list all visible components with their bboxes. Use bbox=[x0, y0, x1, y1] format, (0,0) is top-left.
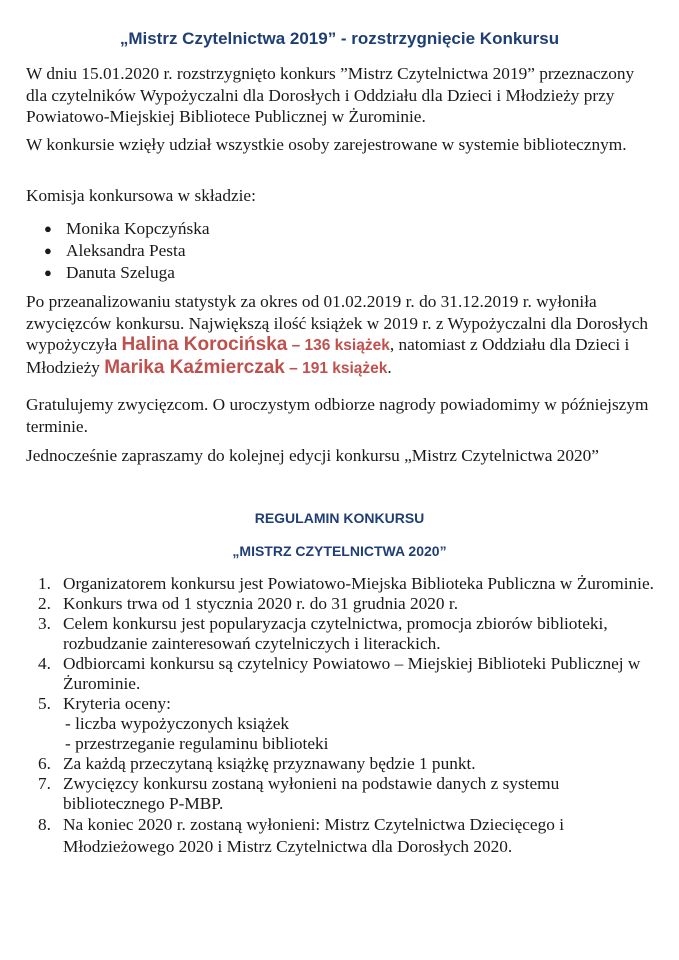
rule-number: 4. bbox=[38, 654, 51, 673]
results-text: Po przeanalizowaniu statystyk za okres od 01.02.2019 r. do 31.12.2019 r. wyłoniła zwycięzców konkursu. Największą ilość książek w 2019 r. z Wypożyczalni dla Dorosłych wypożyczyła bbox=[26, 292, 649, 354]
separator-2: – bbox=[284, 359, 303, 377]
results-text-2: , natomiast z Oddziału dla Dzieci i Młodzieży bbox=[26, 335, 630, 377]
rule-text: Organizatorem konkursu jest Powiatowo-Miejska Biblioteka Publiczna w Żurominie. bbox=[63, 574, 654, 593]
rule-text: Kryteria oceny: bbox=[63, 694, 171, 713]
rules-heading: REGULAMIN KONKURSU bbox=[254, 510, 425, 526]
list-item bbox=[44, 262, 210, 284]
rule-text: Na koniec 2020 r. zostaną wyłonieni: Mistrz Czytelnictwa Dziecięcego i Młodzieżowego 2020 i Mistrz Czytelnictwa dla Dorosłych 2020. bbox=[63, 815, 564, 856]
results-end: . bbox=[387, 357, 392, 377]
rule-number: 6. bbox=[38, 754, 51, 773]
rule-number: 5. bbox=[38, 694, 51, 713]
bullet-icon: ● bbox=[44, 265, 52, 280]
rule-item bbox=[38, 594, 658, 614]
count-children: 191 książek bbox=[302, 359, 388, 377]
rule-number: 3. bbox=[38, 614, 51, 633]
committee-member: Danuta Szeluga bbox=[66, 263, 175, 282]
invitation-paragraph: Jednocześnie zapraszamy do kolejnej edycji konkursu „Mistrz Czytelnictwa 2020” bbox=[26, 446, 599, 465]
rule-text: Celem konkursu jest popularyzacja czytelnictwa, promocja zbiorów biblioteki, rozbudzanie zainteresowań czytelniczych i literackich. bbox=[63, 614, 608, 653]
committee-list bbox=[44, 218, 210, 284]
rule-item bbox=[38, 814, 658, 858]
criterion-1: - liczba wypożyczonych książek bbox=[65, 714, 290, 733]
bullet-icon: ● bbox=[44, 221, 52, 236]
intro-paragraph: W dniu 15.01.2020 r. rozstrzygnięto konkurs ”Mistrz Czytelnictwa 2019” przeznaczony dla czytelników Wypożyczalni dla Dorosłych i Oddziału dla Dzieci i Młodzieży przy Powiatowo-Miejskiej Bibliotece Publicznej w Żurominie. bbox=[26, 64, 635, 126]
page-title: „Mistrz Czytelnictwa 2019” - rozstrzygnięcie Konkursu bbox=[119, 29, 560, 48]
rule-item bbox=[38, 614, 658, 654]
rule-item bbox=[38, 654, 658, 694]
winner-children: Marika Kaźmierczak bbox=[104, 356, 285, 378]
rule-item bbox=[38, 754, 658, 774]
list-item bbox=[44, 240, 210, 262]
list-item bbox=[44, 218, 210, 240]
rule-text: Za każdą przeczytaną książkę przyznawany będzie 1 punkt. bbox=[63, 754, 476, 773]
rule-text: Konkurs trwa od 1 stycznia 2020 r. do 31 grudnia 2020 r. bbox=[63, 594, 459, 613]
rule-text: Zwycięzcy konkursu zostaną wyłonieni na podstawie danych z systemu bibliotecznego P-MBP. bbox=[63, 774, 560, 813]
bullet-icon: ● bbox=[44, 243, 52, 258]
rule-item bbox=[38, 774, 658, 814]
criterion-2: - przestrzeganie regulaminu biblioteki bbox=[65, 734, 329, 753]
rule-text: Odbiorcami konkursu są czytelnicy Powiatowo – Miejskiej Biblioteki Publicznej w Żurominie. bbox=[63, 654, 641, 693]
rule-number: 1. bbox=[38, 574, 51, 593]
rule-item bbox=[38, 574, 658, 594]
count-adults: 136 książek bbox=[304, 337, 390, 354]
separator: – bbox=[287, 337, 305, 354]
committee-heading: Komisja konkursowa w składzie: bbox=[26, 186, 256, 205]
rule-number: 7. bbox=[38, 774, 51, 793]
rule-number: 2. bbox=[38, 594, 51, 613]
committee-member: Monika Kopczyńska bbox=[66, 219, 210, 238]
rule-item bbox=[38, 694, 658, 754]
winner-adults: Halina Korocińska bbox=[121, 334, 288, 355]
participants-paragraph: W konkursie wzięły udział wszystkie osoby zarejestrowane w systemie bibliotecznym. bbox=[26, 135, 627, 154]
rule-number: 8. bbox=[38, 815, 51, 834]
results-paragraph bbox=[26, 291, 656, 379]
rules-list bbox=[38, 574, 658, 858]
committee-member: Aleksandra Pesta bbox=[66, 241, 186, 260]
rules-subheading: „MISTRZ CZYTELNICTWA 2020” bbox=[232, 543, 447, 559]
congratulations-paragraph: Gratulujemy zwycięzcom. O uroczystym odbiorze nagrody powiadomimy w późniejszym terminie. bbox=[26, 395, 649, 436]
